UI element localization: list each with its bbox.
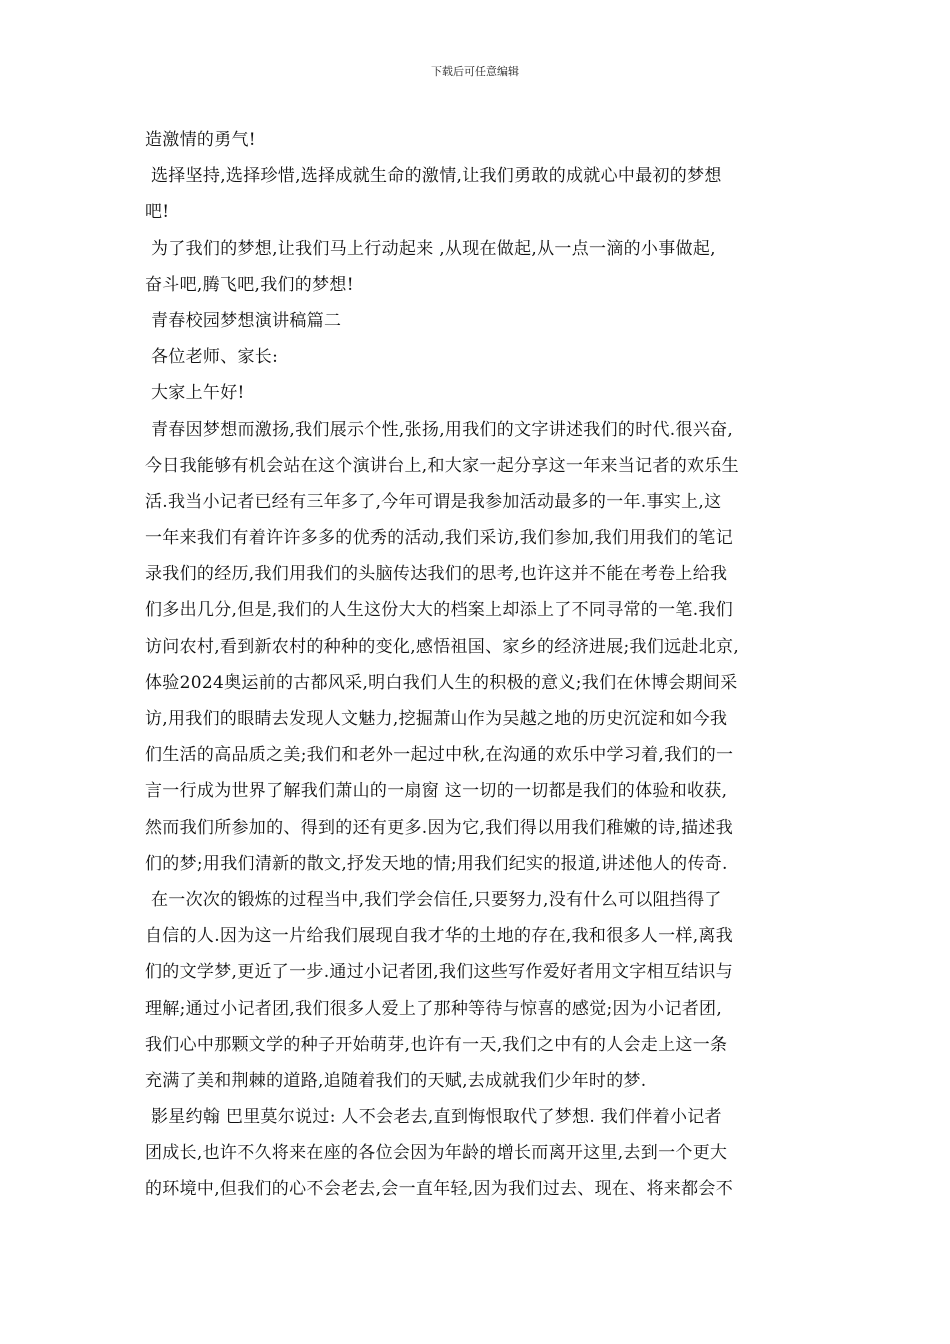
text-line: 自信的人.因为这一片给我们展现自我才华的土地的存在,我和很多人一样,离我 <box>145 926 734 947</box>
text-line: 访,用我们的眼睛去发现人文魅力,挖掘萧山作为吴越之地的历史沉淀和如今我 <box>145 709 728 729</box>
section-heading: 青春校园梦想演讲稿篇二 <box>151 310 342 331</box>
greeting: 大家上午好! <box>151 383 245 404</box>
text-line: 选择坚持,选择珍惜,选择成就生命的激情,让我们勇敢的成就心中最初的梦想 <box>151 166 722 187</box>
text-line: 们的文学梦,更近了一步.通过小记者团,我们这些写作爱好者用文字相互结识与 <box>145 962 734 983</box>
text-line: 充满了美和荆棘的道路,追随着我们的天赋,去成就我们少年时的梦. <box>145 1070 647 1091</box>
text-line: 活.我当小记者已经有三年多了,今年可谓是我参加活动最多的一年.事实上,这 <box>145 491 722 512</box>
text-line: 体验2024奥运前的古都风采,明白我们人生的积极的意义;我们在休博会期间采 <box>145 672 738 693</box>
page-header: 下载后可任意编辑 <box>431 65 519 78</box>
text-line: 造激情的勇气! <box>145 130 256 150</box>
text-line: 们生活的高品质之美;我们和老外一起过中秋,在沟通的欢乐中学习着,我们的一 <box>145 745 734 766</box>
text-line: 青春因梦想而激扬,我们展示个性,张扬,用我们的文字讲述我们的时代.很兴奋, <box>151 419 734 440</box>
text-line: 奋斗吧,腾飞吧,我们的梦想! <box>145 274 354 295</box>
text-line: 我们心中那颗文学的种子开始萌芽,也许有一天,我们之中有的人会走上这一条 <box>145 1034 728 1055</box>
text-line: 团成长,也许不久将来在座的各位会因为年龄的增长而离开这里,去到一个更大 <box>145 1143 728 1164</box>
text-line: 们多出几分,但是,我们的人生这份大大的档案上却添上了不同寻常的一笔.我们 <box>145 600 734 621</box>
document-body <box>145 122 813 1208</box>
text-line: 然而我们所参加的、得到的还有更多.因为它,我们得以用我们稚嫩的诗,描述我 <box>145 817 734 838</box>
text-line: 们的梦;用我们清新的散文,抒发天地的情;用我们纪实的报道,讲述他人的传奇. <box>145 853 728 874</box>
text-line: 的环境中,但我们的心不会老去,会一直年轻,因为我们过去、现在、将来都会不 <box>145 1179 734 1200</box>
text-line: 理解;通过小记者团,我们很多人爱上了那种等待与惊喜的感觉;因为小记者团, <box>145 998 723 1019</box>
text-line: 言一行成为世界了解我们萧山的一扇窗 这一切的一切都是我们的体验和收获, <box>145 781 728 802</box>
text-line: 为了我们的梦想,让我们马上行动起来 ,从现在做起,从一点一滴的小事做起, <box>151 238 716 259</box>
text-line: 今日我能够有机会站在这个演讲台上,和大家一起分享这一年来当记者的欢乐生 <box>145 455 739 476</box>
text-line: 一年来我们有着许许多多的优秀的活动,我们采访,我们参加,我们用我们的笔记 <box>145 528 734 549</box>
salutation: 各位老师、家长: <box>151 347 279 368</box>
text-line: 访问农村,看到新农村的种种的变化,感悟祖国、家乡的经济进展;我们远赴北京, <box>145 636 740 657</box>
text-line: 影星约翰 巴里莫尔说过: 人不会老去,直到悔恨取代了梦想. 我们伴着小记者 <box>151 1107 722 1128</box>
text-line: 在一次次的锻炼的过程当中,我们学会信任,只要努力,没有什么可以阻挡得了 <box>151 889 722 910</box>
text-line: 录我们的经历,我们用我们的头脑传达我们的思考,也许这并不能在考卷上给我 <box>145 564 728 585</box>
text-line: 吧! <box>145 202 170 223</box>
